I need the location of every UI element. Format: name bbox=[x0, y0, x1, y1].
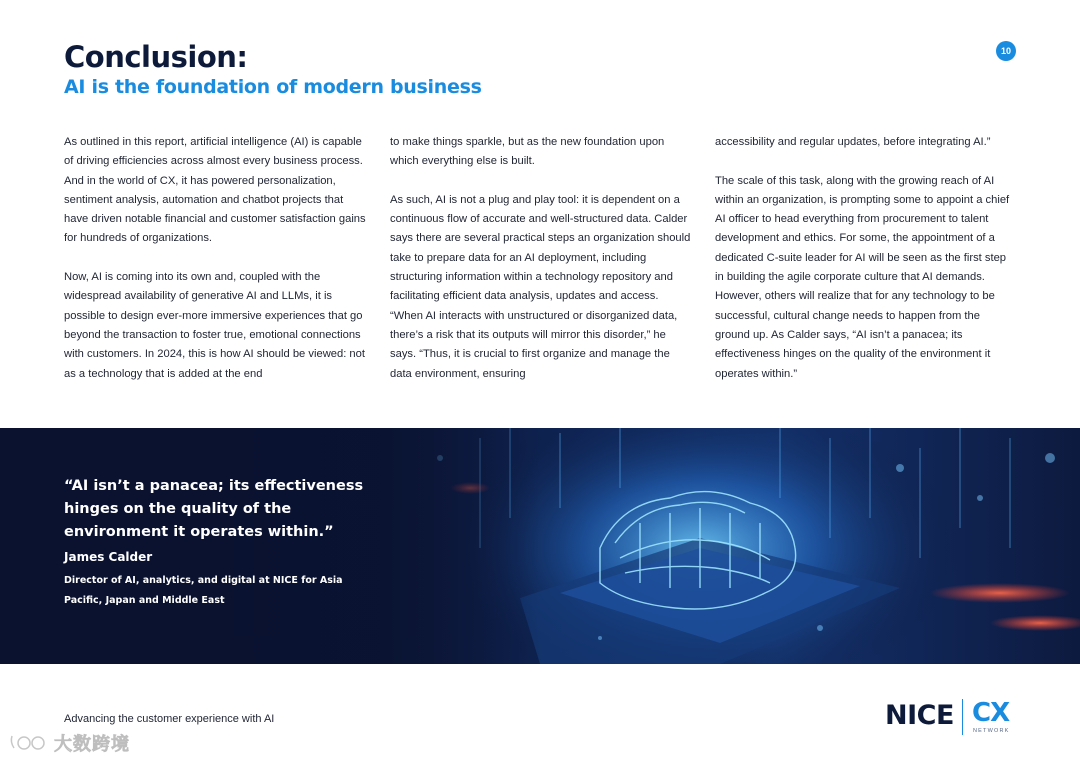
text-column-1 bbox=[64, 133, 366, 403]
paragraph: As such, AI is not a plug and play tool: it is dependent on a continuous flow of accurate and well-structured data. Calder says there are several practical steps an organization should take to prepare data for an AI deployment, including structuring information within a technology repository and facilitating efficient data analysis, updates and access. “When AI interacts with unstructured or disorganized data, there’s a risk that its outputs will mirror this disorder,” he says. “Thus, it is crucial to first organize and manage the data environment, ensuring bbox=[390, 193, 691, 380]
pull-quote: “AI isn’t a panacea; its effectiveness hinges on the quality of the environment it operates within.” bbox=[64, 478, 364, 540]
page-title: Conclusion: bbox=[64, 40, 248, 74]
watermark bbox=[8, 730, 130, 756]
ai-chip-brain-illustration bbox=[0, 428, 1080, 664]
page-subtitle: AI is the foundation of modern business bbox=[64, 76, 482, 98]
cx-network-label: NETWORK bbox=[973, 728, 1010, 734]
text-column-2 bbox=[390, 133, 692, 403]
page-number-badge: 10 bbox=[996, 41, 1016, 61]
quote-banner bbox=[0, 428, 1080, 664]
quote-author-role: Director of AI, analytics, and digital at NICE for Asia Pacific, Japan and Middle East bbox=[64, 575, 343, 606]
paragraph: to make things sparkle, but as the new foundation upon which everything else is built. bbox=[390, 136, 665, 168]
quote-author-name: James Calder bbox=[64, 550, 153, 564]
text-column-3 bbox=[715, 133, 1017, 403]
cx-network-logo: CX bbox=[972, 698, 1010, 728]
footer-tagline: Advancing the customer experience with AI bbox=[64, 713, 275, 725]
nice-logo: NICE bbox=[885, 700, 954, 731]
paragraph: The scale of this task, along with the growing reach of AI within an organization, is prompting some to appoint a chief AI officer to head everything from procurement to talent development and ethics. For some, the appointment of a dedicated C-suite leader for AI will be seen as the first step in building the agile corporate culture that AI demands. However, others will realize that for any technology to be successful, cultural change needs to happen from the ground up. As Calder says, “AI isn’t a panacea; its effectiveness hinges on the quality of the environment it operates within.” bbox=[715, 174, 1010, 380]
logo-divider bbox=[962, 699, 963, 735]
paragraph: As outlined in this report, artificial intelligence (AI) is capable of driving efficiencies across almost every business process. And in the world of CX, it has powered personalization, sentiment analysis, automation and chatbot projects that have driven notable financial and customer satisfaction gains for hundreds of organizations. bbox=[64, 136, 366, 245]
paragraph: Now, AI is coming into its own and, coupled with the widespread availability of generative AI and LLMs, it is possible to design ever-more immersive experiences that go beyond the transaction to foster true, emotional connections with customers. In 2024, this is how AI should be viewed: not as a technology that is added at the end bbox=[64, 271, 365, 380]
watermark-logo-icon bbox=[8, 732, 48, 754]
paragraph: accessibility and regular updates, before integrating AI.” bbox=[715, 136, 991, 148]
watermark-text: 大数跨境 bbox=[54, 734, 130, 755]
